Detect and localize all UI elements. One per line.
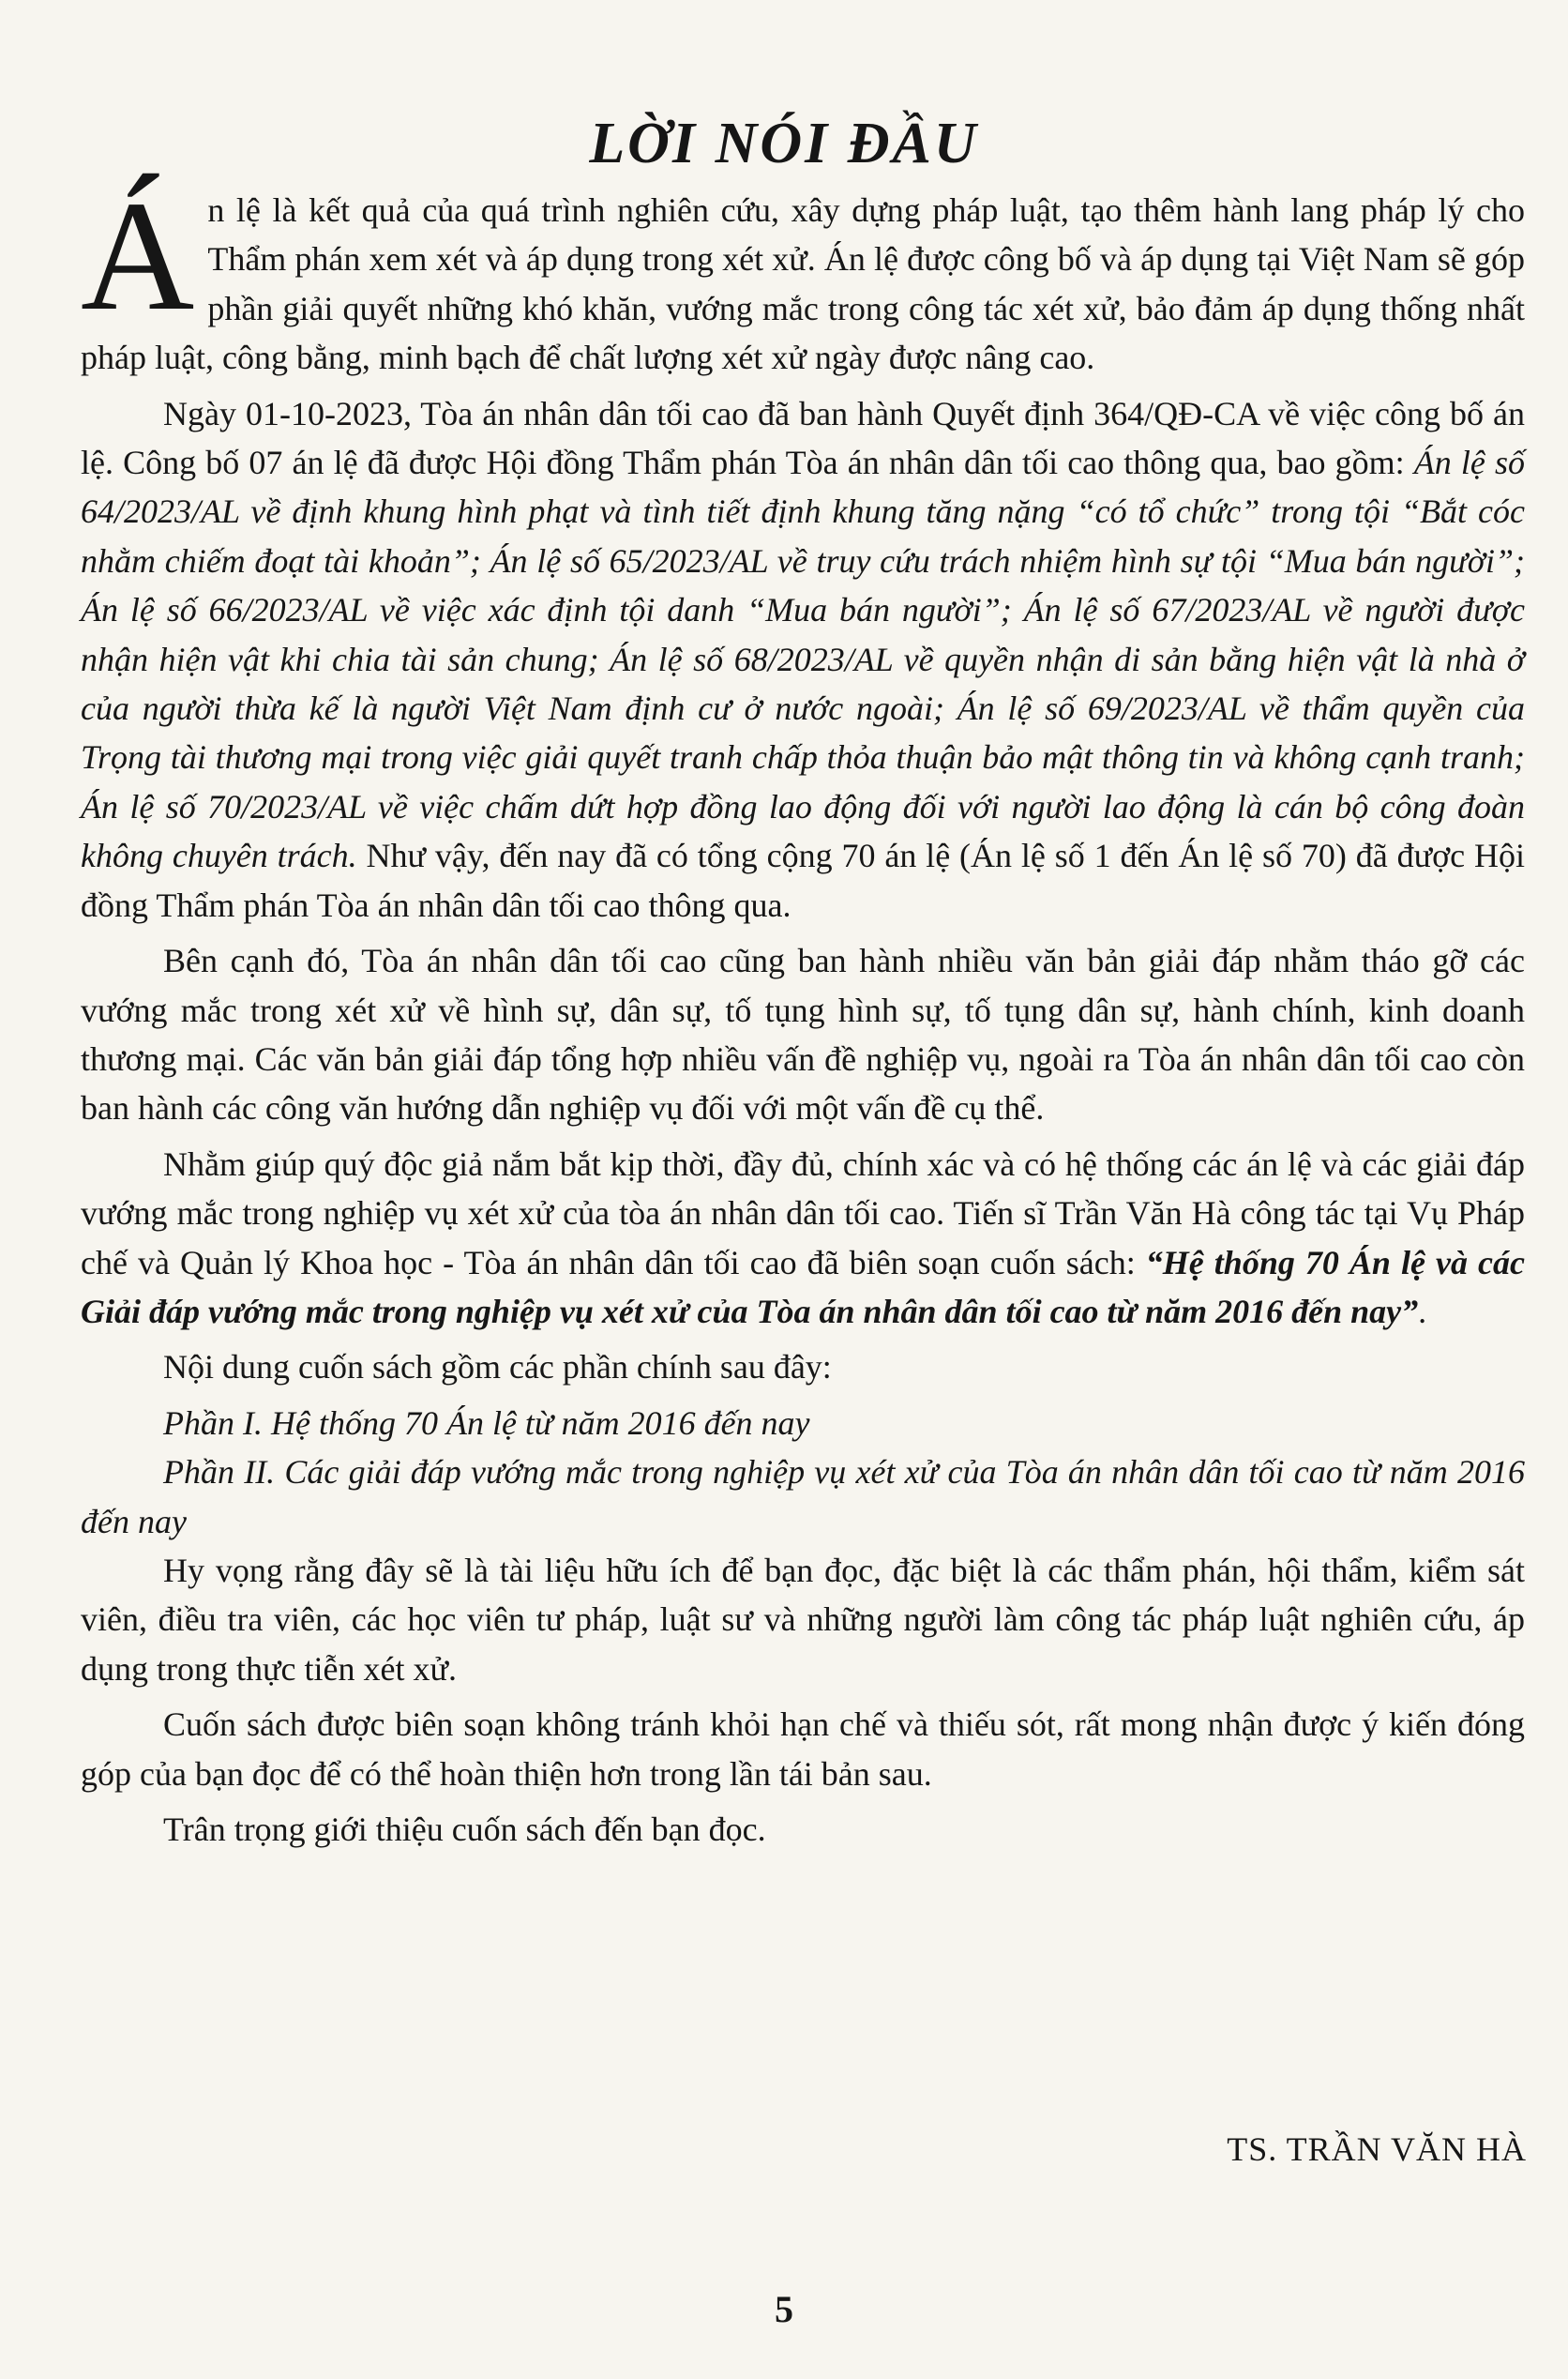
- paragraph-decision-tail: Như vậy, đến nay đã có tổng cộng 70 án lệ (Án lệ số 1 đến Án lệ số 70) đã được Hội đồng Thẩm phán Tòa án nhân dân tối cao thông qua.: [81, 837, 1525, 924]
- drop-cap: Á: [81, 169, 195, 343]
- precedent-list: Án lệ số 64/2023/AL về định khung hình phạt và tình tiết định khung tăng nặng “có tổ chức” trong tội “Bắt cóc nhằm chiếm đoạt tài khoản”; Án lệ số 65/2023/AL về truy cứu trách nhiệm hình sự tội “Mua bán người”; Án lệ số 66/2023/AL về việc xác định tội danh “Mua bán người”; Án lệ số 67/2023/AL về người được nhận hiện vật khi chia tài sản chung; Án lệ số 68/2023/AL về quyền nhận di sản bằng hiện vật là nhà ở của người thừa kế là người Việt Nam định cư ở nước ngoài; Án lệ số 69/2023/AL về thẩm quyền của Trọng tài thương mại trong việc giải quyết tranh chấp thỏa thuận bảo mật thông tin và không cạnh tranh; Án lệ số 70/2023/AL về việc chấm dứt hợp đồng lao động đối với người lao động là cán bộ công đoàn không chuyên trách.: [81, 444, 1526, 875]
- paragraph-purpose-tail: .: [1418, 1292, 1427, 1330]
- paragraph-decision-lead: Ngày 01-10-2023, Tòa án nhân dân tối cao đã ban hành Quyết định 364/QĐ-CA về việc công bố án lệ. Công bố 07 án lệ đã được Hội đồng Thẩm phán Tòa án nhân dân tối cao thông qua, bao gồm:: [81, 394, 1525, 482]
- paragraph-decision: [81, 389, 1525, 930]
- paragraph-feedback: Cuốn sách được biên soạn không tránh khỏi hạn chế và thiếu sót, rất mong nhận được ý kiến đóng góp của bạn đọc để có thể hoàn thiện hơn trong lần tái bản sau.: [81, 1705, 1525, 1793]
- part-item: Phần I. Hệ thống 70 Án lệ từ năm 2016 đến nay: [163, 1403, 810, 1442]
- paragraph-intro-text: n lệ là kết quả của quá trình nghiên cứu, xây dựng pháp luật, tạo thêm hành lang pháp lý cho Thẩm phán xem xét và áp dụng trong xét xử. Án lệ được công bố và áp dụng tại Việt Nam sẽ góp phần giải quyết những khó khăn, vướng mắc trong công tác xét xử, bảo đảm áp dụng thống nhất pháp luật, công bằng, minh bạch để chất lượng xét xử ngày được nâng cao.: [81, 191, 1525, 377]
- paragraph-contents: Nội dung cuốn sách gồm các phần chính sau đây:: [163, 1348, 832, 1386]
- paragraph-purpose: [81, 1140, 1525, 1337]
- page-title: LỜI NÓI ĐẦU: [589, 112, 979, 175]
- page-number: 5: [775, 2288, 793, 2330]
- paragraph-closing: Trân trọng giới thiệu cuốn sách đến bạn đọc.: [163, 1811, 766, 1848]
- paragraph-guidance: Bên cạnh đó, Tòa án nhân dân tối cao cũng ban hành nhiều văn bản giải đáp nhằm tháo gỡ các vướng mắc trong xét xử về hình sự, dân sự, tố tụng hình sự, tố tụng dân sự, hành chính, kinh doanh thương mại. Các văn bản giải đáp tổng hợp nhiều vấn đề nghiệp vụ, ngoài ra Tòa án nhân dân tối cao còn ban hành các công văn hướng dẫn nghiệp vụ đối với một vấn đề cụ thể.: [81, 942, 1525, 1128]
- paragraph-hope: Hy vọng rằng đây sẽ là tài liệu hữu ích để bạn đọc, đặc biệt là các thẩm phán, hội thẩm, kiểm sát viên, điều tra viên, các học viên tư pháp, luật sư và những người làm công tác pháp luật nghiên cứu, áp dụng trong thực tiễn xét xử.: [81, 1551, 1525, 1688]
- paragraph-purpose-lead: Nhằm giúp quý độc giả nắm bắt kịp thời, đầy đủ, chính xác và có hệ thống các án lệ và các giải đáp vướng mắc trong nghiệp vụ xét xử của tòa án nhân dân tối cao. Tiến sĩ Trần Văn Hà công tác tại Vụ Pháp chế và Quản lý Khoa học - Tòa án nhân dân tối cao đã biên soạn cuốn sách:: [81, 1144, 1525, 1281]
- body-text: [81, 169, 1526, 1860]
- author-signature: TS. TRẦN VĂN HÀ: [1227, 2130, 1527, 2168]
- paragraph-intro: [81, 169, 1525, 383]
- part-item: Phần II. Các giải đáp vướng mắc trong nghiệp vụ xét xử của Tòa án nhân dân tối cao từ năm 2016 đến nay: [81, 1453, 1525, 1540]
- book-title: “Hệ thống 70 Án lệ và các Giải đáp vướng mắc trong nghiệp vụ xét xử của Tòa án nhân dân tối cao từ năm 2016 đến nay”: [81, 1243, 1526, 1330]
- parts-list: [81, 1399, 1525, 1546]
